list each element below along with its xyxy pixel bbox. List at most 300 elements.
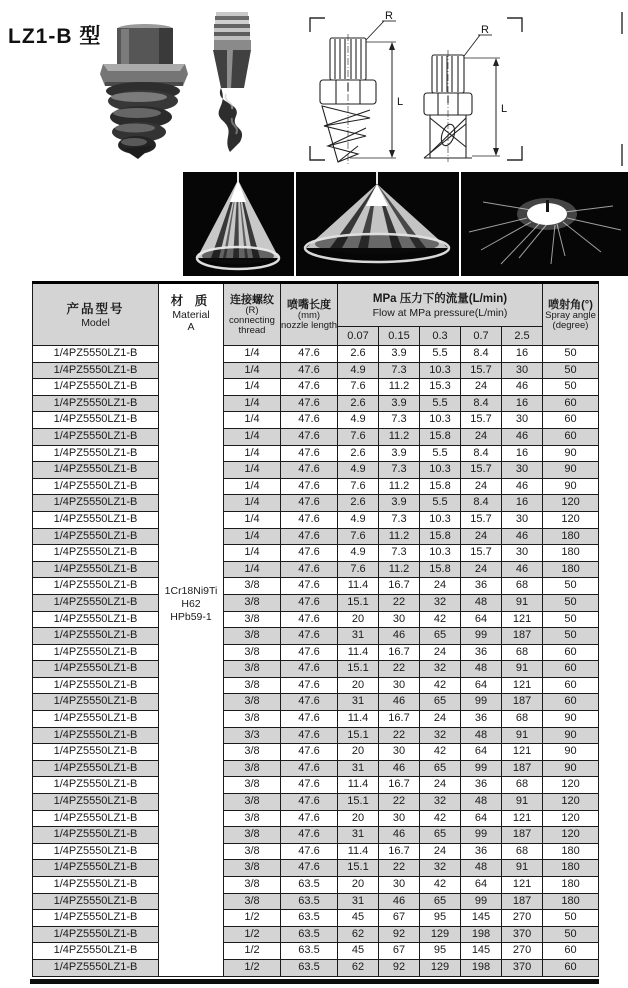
cell-flow-0.07: 2.6 bbox=[338, 445, 379, 462]
cell-spray-angle: 60 bbox=[543, 959, 599, 976]
cell-flow-0.07: 11.4 bbox=[338, 843, 379, 860]
cell-flow-0.07: 4.9 bbox=[338, 362, 379, 379]
cell-flow-0.07: 4.9 bbox=[338, 412, 379, 429]
cell-model: 1/4PZ5550LZ1-B bbox=[33, 628, 159, 645]
cell-thread: 1/4 bbox=[224, 445, 281, 462]
cell-flow-0.07: 2.6 bbox=[338, 346, 379, 363]
cell-spray-angle: 90 bbox=[543, 478, 599, 495]
table-row bbox=[33, 926, 599, 943]
cell-model: 1/4PZ5550LZ1-B bbox=[33, 478, 159, 495]
cell-flow-0.15: 22 bbox=[379, 661, 420, 678]
cell-model: 1/4PZ5550LZ1-B bbox=[33, 395, 159, 412]
length-dimension-label: L bbox=[501, 103, 508, 115]
cell-flow-0.7: 8.4 bbox=[461, 395, 502, 412]
cell-flow-2.5: 121 bbox=[502, 744, 543, 761]
cell-spray-angle: 90 bbox=[543, 727, 599, 744]
cell-model: 1/4PZ5550LZ1-B bbox=[33, 611, 159, 628]
cell-spray-angle: 50 bbox=[543, 346, 599, 363]
cell-flow-0.3: 32 bbox=[420, 794, 461, 811]
cell-flow-0.15: 30 bbox=[379, 810, 420, 827]
cell-nozzle-length: 47.6 bbox=[281, 744, 338, 761]
cell-nozzle-length: 47.6 bbox=[281, 578, 338, 595]
cell-flow-0.3: 32 bbox=[420, 661, 461, 678]
cell-flow-2.5: 16 bbox=[502, 346, 543, 363]
cell-flow-2.5: 68 bbox=[502, 644, 543, 661]
table-row bbox=[33, 346, 599, 363]
cell-spray-angle: 60 bbox=[543, 644, 599, 661]
cell-nozzle-length: 47.6 bbox=[281, 810, 338, 827]
spray-pattern-photos bbox=[183, 172, 628, 276]
cell-spray-angle: 180 bbox=[543, 893, 599, 910]
cell-model: 1/4PZ5550LZ1-B bbox=[33, 827, 159, 844]
cell-nozzle-length: 47.6 bbox=[281, 611, 338, 628]
table-row bbox=[33, 644, 599, 661]
cell-flow-2.5: 30 bbox=[502, 545, 543, 562]
cell-flow-0.7: 99 bbox=[461, 760, 502, 777]
cell-thread: 3/8 bbox=[224, 794, 281, 811]
cell-flow-0.3: 42 bbox=[420, 611, 461, 628]
cell-flow-0.7: 64 bbox=[461, 611, 502, 628]
cell-flow-0.07: 15.1 bbox=[338, 661, 379, 678]
cell-flow-0.3: 24 bbox=[420, 777, 461, 794]
cell-flow-0.15: 7.3 bbox=[379, 462, 420, 479]
cell-flow-0.7: 48 bbox=[461, 661, 502, 678]
cell-spray-angle: 180 bbox=[543, 528, 599, 545]
cell-model: 1/4PZ5550LZ1-B bbox=[33, 744, 159, 761]
cell-flow-0.07: 20 bbox=[338, 877, 379, 894]
cell-model: 1/4PZ5550LZ1-B bbox=[33, 594, 159, 611]
cell-thread: 1/4 bbox=[224, 395, 281, 412]
cell-model: 1/4PZ5550LZ1-B bbox=[33, 644, 159, 661]
cell-flow-0.3: 10.3 bbox=[420, 412, 461, 429]
cell-flow-0.7: 198 bbox=[461, 926, 502, 943]
cell-thread: 3/8 bbox=[224, 711, 281, 728]
table-row bbox=[33, 412, 599, 429]
drawing1-dimensions bbox=[350, 10, 403, 158]
cell-nozzle-length: 63.5 bbox=[281, 893, 338, 910]
cell-thread: 1/4 bbox=[224, 528, 281, 545]
cell-flow-0.15: 11.2 bbox=[379, 528, 420, 545]
cell-nozzle-length: 47.6 bbox=[281, 462, 338, 479]
cell-flow-0.15: 46 bbox=[379, 628, 420, 645]
cell-flow-0.3: 65 bbox=[420, 827, 461, 844]
cell-spray-angle: 120 bbox=[543, 794, 599, 811]
cell-flow-0.3: 65 bbox=[420, 760, 461, 777]
cell-flow-0.7: 36 bbox=[461, 711, 502, 728]
cell-spray-angle: 50 bbox=[543, 594, 599, 611]
cell-model: 1/4PZ5550LZ1-B bbox=[33, 578, 159, 595]
cell-flow-0.7: 24 bbox=[461, 528, 502, 545]
cell-nozzle-length: 47.6 bbox=[281, 478, 338, 495]
cell-flow-0.07: 20 bbox=[338, 744, 379, 761]
table-row bbox=[33, 445, 599, 462]
header-pressure-0.7: 0.7 bbox=[461, 327, 502, 346]
cell-model: 1/4PZ5550LZ1-B bbox=[33, 428, 159, 445]
cell-flow-0.07: 15.1 bbox=[338, 860, 379, 877]
cell-thread: 3/8 bbox=[224, 777, 281, 794]
cell-flow-0.3: 15.8 bbox=[420, 528, 461, 545]
cell-flow-2.5: 68 bbox=[502, 711, 543, 728]
header-model: 产品型号 Model bbox=[33, 283, 159, 346]
table-row bbox=[33, 578, 599, 595]
table-row bbox=[33, 694, 599, 711]
table-row bbox=[33, 744, 599, 761]
cell-flow-2.5: 370 bbox=[502, 926, 543, 943]
cell-flow-2.5: 46 bbox=[502, 428, 543, 445]
cell-flow-0.07: 31 bbox=[338, 694, 379, 711]
cell-flow-2.5: 30 bbox=[502, 412, 543, 429]
cell-flow-2.5: 187 bbox=[502, 694, 543, 711]
cell-thread: 1/4 bbox=[224, 362, 281, 379]
cell-flow-0.3: 24 bbox=[420, 578, 461, 595]
cell-flow-0.7: 64 bbox=[461, 810, 502, 827]
cell-flow-0.15: 92 bbox=[379, 959, 420, 976]
cell-flow-0.07: 15.1 bbox=[338, 794, 379, 811]
cell-flow-2.5: 30 bbox=[502, 362, 543, 379]
cell-flow-0.15: 11.2 bbox=[379, 379, 420, 396]
cell-thread: 1/2 bbox=[224, 910, 281, 927]
cell-thread: 3/8 bbox=[224, 893, 281, 910]
cell-flow-0.15: 7.3 bbox=[379, 362, 420, 379]
cell-flow-2.5: 187 bbox=[502, 628, 543, 645]
cell-flow-0.07: 15.1 bbox=[338, 594, 379, 611]
cell-thread: 1/4 bbox=[224, 511, 281, 528]
cell-flow-2.5: 91 bbox=[502, 594, 543, 611]
cell-flow-0.7: 48 bbox=[461, 727, 502, 744]
cell-flow-0.15: 46 bbox=[379, 760, 420, 777]
nozzle-photo-side bbox=[202, 10, 262, 156]
cell-flow-2.5: 46 bbox=[502, 379, 543, 396]
cell-flow-0.07: 4.9 bbox=[338, 545, 379, 562]
cell-flow-0.07: 7.6 bbox=[338, 379, 379, 396]
cell-flow-0.3: 24 bbox=[420, 843, 461, 860]
drawing2-dimensions bbox=[464, 24, 507, 156]
cell-flow-0.3: 5.5 bbox=[420, 395, 461, 412]
cell-spray-angle: 60 bbox=[543, 428, 599, 445]
cell-model: 1/4PZ5550LZ1-B bbox=[33, 661, 159, 678]
table-row bbox=[33, 545, 599, 562]
cell-flow-2.5: 121 bbox=[502, 877, 543, 894]
cell-flow-0.15: 30 bbox=[379, 877, 420, 894]
cell-spray-angle: 180 bbox=[543, 545, 599, 562]
cell-model: 1/4PZ5550LZ1-B bbox=[33, 843, 159, 860]
cell-nozzle-length: 47.6 bbox=[281, 644, 338, 661]
cell-model: 1/4PZ5550LZ1-B bbox=[33, 445, 159, 462]
table-row bbox=[33, 395, 599, 412]
cell-flow-0.07: 62 bbox=[338, 926, 379, 943]
cell-flow-0.3: 95 bbox=[420, 943, 461, 960]
cell-thread: 3/8 bbox=[224, 744, 281, 761]
cell-flow-0.3: 42 bbox=[420, 677, 461, 694]
cell-flow-2.5: 187 bbox=[502, 827, 543, 844]
cell-thread: 1/4 bbox=[224, 545, 281, 562]
cell-flow-0.07: 2.6 bbox=[338, 495, 379, 512]
cell-flow-0.7: 145 bbox=[461, 943, 502, 960]
cell-nozzle-length: 47.6 bbox=[281, 760, 338, 777]
cell-flow-2.5: 16 bbox=[502, 495, 543, 512]
header-pressure-0.3: 0.3 bbox=[420, 327, 461, 346]
material-values: 1Cr18Ni9Ti H62 HPb59-1 bbox=[164, 585, 218, 623]
table-row bbox=[33, 760, 599, 777]
cell-flow-0.7: 36 bbox=[461, 644, 502, 661]
cell-flow-0.15: 30 bbox=[379, 744, 420, 761]
cell-flow-0.3: 42 bbox=[420, 744, 461, 761]
table-row bbox=[33, 677, 599, 694]
cell-nozzle-length: 47.6 bbox=[281, 794, 338, 811]
cell-flow-0.3: 15.8 bbox=[420, 561, 461, 578]
cell-flow-2.5: 121 bbox=[502, 677, 543, 694]
cell-flow-0.07: 31 bbox=[338, 628, 379, 645]
cell-flow-0.07: 11.4 bbox=[338, 777, 379, 794]
cell-model: 1/4PZ5550LZ1-B bbox=[33, 943, 159, 960]
cell-flow-0.15: 7.3 bbox=[379, 511, 420, 528]
cell-flow-0.7: 24 bbox=[461, 379, 502, 396]
cell-flow-0.7: 8.4 bbox=[461, 445, 502, 462]
cell-thread: 3/8 bbox=[224, 628, 281, 645]
cell-spray-angle: 90 bbox=[543, 760, 599, 777]
cell-flow-2.5: 270 bbox=[502, 910, 543, 927]
cell-spray-angle: 50 bbox=[543, 628, 599, 645]
cell-flow-0.07: 15.1 bbox=[338, 727, 379, 744]
cell-spray-angle: 60 bbox=[543, 694, 599, 711]
cell-flow-0.15: 7.3 bbox=[379, 412, 420, 429]
cell-flow-0.07: 7.6 bbox=[338, 428, 379, 445]
cell-flow-0.7: 15.7 bbox=[461, 511, 502, 528]
cell-thread: 3/8 bbox=[224, 877, 281, 894]
cell-thread: 1/2 bbox=[224, 943, 281, 960]
cell-spray-angle: 120 bbox=[543, 810, 599, 827]
header-pressure-2.5: 2.5 bbox=[502, 327, 543, 346]
cell-flow-0.7: 15.7 bbox=[461, 362, 502, 379]
table-row bbox=[33, 628, 599, 645]
cell-flow-0.07: 31 bbox=[338, 760, 379, 777]
cell-nozzle-length: 47.6 bbox=[281, 511, 338, 528]
cell-flow-0.7: 24 bbox=[461, 478, 502, 495]
cell-flow-0.7: 36 bbox=[461, 843, 502, 860]
cell-model: 1/4PZ5550LZ1-B bbox=[33, 528, 159, 545]
cell-flow-2.5: 68 bbox=[502, 578, 543, 595]
cell-thread: 1/4 bbox=[224, 379, 281, 396]
table-row bbox=[33, 428, 599, 445]
cell-nozzle-length: 63.5 bbox=[281, 926, 338, 943]
cell-model: 1/4PZ5550LZ1-B bbox=[33, 379, 159, 396]
cell-flow-0.7: 48 bbox=[461, 794, 502, 811]
cell-spray-angle: 120 bbox=[543, 777, 599, 794]
cell-model: 1/4PZ5550LZ1-B bbox=[33, 362, 159, 379]
cell-model: 1/4PZ5550LZ1-B bbox=[33, 777, 159, 794]
cell-flow-0.07: 11.4 bbox=[338, 644, 379, 661]
cell-flow-0.3: 95 bbox=[420, 910, 461, 927]
cell-nozzle-length: 63.5 bbox=[281, 959, 338, 976]
spray-photo-narrow-cone bbox=[183, 172, 294, 276]
cell-flow-0.3: 42 bbox=[420, 877, 461, 894]
cell-flow-0.07: 11.4 bbox=[338, 711, 379, 728]
spray-photo-flat-spray bbox=[461, 172, 628, 276]
cell-nozzle-length: 47.6 bbox=[281, 428, 338, 445]
cell-flow-0.15: 16.7 bbox=[379, 711, 420, 728]
cell-flow-0.7: 48 bbox=[461, 860, 502, 877]
cell-flow-0.3: 10.3 bbox=[420, 545, 461, 562]
spray-photo-wide-cone bbox=[296, 172, 459, 276]
cell-spray-angle: 90 bbox=[543, 445, 599, 462]
cell-flow-2.5: 91 bbox=[502, 794, 543, 811]
cell-nozzle-length: 47.6 bbox=[281, 694, 338, 711]
cell-flow-2.5: 68 bbox=[502, 777, 543, 794]
cell-thread: 1/4 bbox=[224, 462, 281, 479]
cell-flow-0.7: 99 bbox=[461, 893, 502, 910]
cell-flow-2.5: 91 bbox=[502, 661, 543, 678]
cell-flow-2.5: 91 bbox=[502, 727, 543, 744]
nozzle-photo-front bbox=[93, 24, 193, 162]
table-row bbox=[33, 528, 599, 545]
cell-spray-angle: 50 bbox=[543, 362, 599, 379]
cell-spray-angle: 50 bbox=[543, 379, 599, 396]
table-header-row bbox=[33, 283, 599, 327]
cell-model: 1/4PZ5550LZ1-B bbox=[33, 727, 159, 744]
cell-flow-2.5: 121 bbox=[502, 810, 543, 827]
cell-thread: 3/8 bbox=[224, 661, 281, 678]
cell-flow-0.7: 145 bbox=[461, 910, 502, 927]
cell-flow-0.15: 11.2 bbox=[379, 428, 420, 445]
cell-thread: 3/8 bbox=[224, 860, 281, 877]
cell-spray-angle: 60 bbox=[543, 395, 599, 412]
cell-flow-0.3: 65 bbox=[420, 628, 461, 645]
cell-flow-0.7: 8.4 bbox=[461, 346, 502, 363]
cell-flow-0.3: 32 bbox=[420, 860, 461, 877]
cell-model: 1/4PZ5550LZ1-B bbox=[33, 511, 159, 528]
cell-flow-0.15: 67 bbox=[379, 943, 420, 960]
cell-flow-0.15: 22 bbox=[379, 794, 420, 811]
cell-thread: 1/4 bbox=[224, 561, 281, 578]
cell-flow-0.3: 10.3 bbox=[420, 362, 461, 379]
cell-spray-angle: 60 bbox=[543, 943, 599, 960]
cell-flow-2.5: 46 bbox=[502, 478, 543, 495]
cell-thread: 1/4 bbox=[224, 478, 281, 495]
spec-table bbox=[32, 281, 599, 977]
cell-nozzle-length: 47.6 bbox=[281, 860, 338, 877]
cell-flow-0.7: 64 bbox=[461, 877, 502, 894]
cell-flow-2.5: 46 bbox=[502, 561, 543, 578]
cell-flow-2.5: 68 bbox=[502, 843, 543, 860]
cell-spray-angle: 180 bbox=[543, 877, 599, 894]
cell-flow-2.5: 30 bbox=[502, 462, 543, 479]
cell-flow-2.5: 16 bbox=[502, 445, 543, 462]
table-row bbox=[33, 843, 599, 860]
cell-thread: 1/4 bbox=[224, 428, 281, 445]
cell-nozzle-length: 47.6 bbox=[281, 362, 338, 379]
cell-model: 1/4PZ5550LZ1-B bbox=[33, 346, 159, 363]
cell-nozzle-length: 47.6 bbox=[281, 445, 338, 462]
cell-flow-0.7: 8.4 bbox=[461, 495, 502, 512]
cell-nozzle-length: 47.6 bbox=[281, 677, 338, 694]
cell-model: 1/4PZ5550LZ1-B bbox=[33, 462, 159, 479]
cell-model: 1/4PZ5550LZ1-B bbox=[33, 893, 159, 910]
cell-flow-0.15: 92 bbox=[379, 926, 420, 943]
cell-nozzle-length: 47.6 bbox=[281, 777, 338, 794]
cell-flow-0.3: 32 bbox=[420, 727, 461, 744]
cell-nozzle-length: 47.6 bbox=[281, 594, 338, 611]
page-title: LZ1-B 型 bbox=[8, 25, 102, 48]
drawing-spiral-cone-nozzle bbox=[320, 34, 376, 164]
cell-flow-0.3: 32 bbox=[420, 594, 461, 611]
cell-spray-angle: 50 bbox=[543, 926, 599, 943]
cell-flow-0.3: 10.3 bbox=[420, 511, 461, 528]
cell-flow-0.07: 7.6 bbox=[338, 561, 379, 578]
cell-flow-0.3: 24 bbox=[420, 644, 461, 661]
cell-spray-angle: 120 bbox=[543, 495, 599, 512]
cell-nozzle-length: 47.6 bbox=[281, 495, 338, 512]
cell-flow-0.7: 24 bbox=[461, 428, 502, 445]
cell-flow-0.15: 30 bbox=[379, 677, 420, 694]
header-connecting-thread: 连接螺纹 (R) connecting thread bbox=[224, 283, 281, 346]
cell-model: 1/4PZ5550LZ1-B bbox=[33, 910, 159, 927]
radius-dimension-label: R bbox=[481, 24, 489, 36]
cell-flow-0.15: 46 bbox=[379, 694, 420, 711]
cell-flow-0.07: 11.4 bbox=[338, 578, 379, 595]
cell-flow-0.3: 15.8 bbox=[420, 478, 461, 495]
cell-nozzle-length: 47.6 bbox=[281, 727, 338, 744]
cell-flow-0.7: 99 bbox=[461, 628, 502, 645]
cell-thread: 3/8 bbox=[224, 810, 281, 827]
cell-spray-angle: 60 bbox=[543, 677, 599, 694]
cell-thread: 1/2 bbox=[224, 959, 281, 976]
cell-nozzle-length: 47.6 bbox=[281, 843, 338, 860]
cell-flow-0.3: 129 bbox=[420, 926, 461, 943]
header-flow-group: MPa 压力下的流量(L/min) Flow at MPa pressure(L/min) bbox=[338, 283, 543, 327]
cell-thread: 3/8 bbox=[224, 611, 281, 628]
cell-nozzle-length: 47.6 bbox=[281, 545, 338, 562]
cell-model: 1/4PZ5550LZ1-B bbox=[33, 545, 159, 562]
cell-flow-0.07: 62 bbox=[338, 959, 379, 976]
table-row bbox=[33, 777, 599, 794]
cell-flow-0.15: 22 bbox=[379, 594, 420, 611]
cell-model: 1/4PZ5550LZ1-B bbox=[33, 412, 159, 429]
cell-flow-0.3: 15.3 bbox=[420, 379, 461, 396]
header-nozzle-length: 喷嘴长度 (mm) nozzle length bbox=[281, 283, 338, 346]
cell-flow-0.07: 2.6 bbox=[338, 395, 379, 412]
cell-model: 1/4PZ5550LZ1-B bbox=[33, 561, 159, 578]
cell-flow-2.5: 91 bbox=[502, 860, 543, 877]
cell-thread: 3/8 bbox=[224, 827, 281, 844]
table-row bbox=[33, 877, 599, 894]
cell-nozzle-length: 63.5 bbox=[281, 943, 338, 960]
cell-model: 1/4PZ5550LZ1-B bbox=[33, 959, 159, 976]
cell-flow-0.3: 65 bbox=[420, 893, 461, 910]
cell-flow-2.5: 46 bbox=[502, 528, 543, 545]
header-pressure-0.07: 0.07 bbox=[338, 327, 379, 346]
cell-flow-0.3: 15.8 bbox=[420, 428, 461, 445]
cell-flow-0.3: 42 bbox=[420, 810, 461, 827]
cell-flow-0.07: 20 bbox=[338, 810, 379, 827]
cell-flow-0.07: 7.6 bbox=[338, 528, 379, 545]
cell-flow-0.7: 64 bbox=[461, 677, 502, 694]
cell-flow-0.15: 3.9 bbox=[379, 346, 420, 363]
cell-flow-0.7: 198 bbox=[461, 959, 502, 976]
cell-thread: 1/2 bbox=[224, 926, 281, 943]
cell-flow-0.7: 15.7 bbox=[461, 412, 502, 429]
cell-model: 1/4PZ5550LZ1-B bbox=[33, 877, 159, 894]
table-row bbox=[33, 910, 599, 927]
cell-nozzle-length: 47.6 bbox=[281, 379, 338, 396]
cell-flow-0.15: 16.7 bbox=[379, 644, 420, 661]
cell-flow-0.07: 20 bbox=[338, 677, 379, 694]
table-row bbox=[33, 495, 599, 512]
cell-thread: 3/8 bbox=[224, 594, 281, 611]
nozzle-technical-drawings bbox=[300, 6, 628, 172]
cell-flow-0.7: 15.7 bbox=[461, 462, 502, 479]
cell-flow-0.7: 15.7 bbox=[461, 545, 502, 562]
cell-nozzle-length: 47.6 bbox=[281, 661, 338, 678]
